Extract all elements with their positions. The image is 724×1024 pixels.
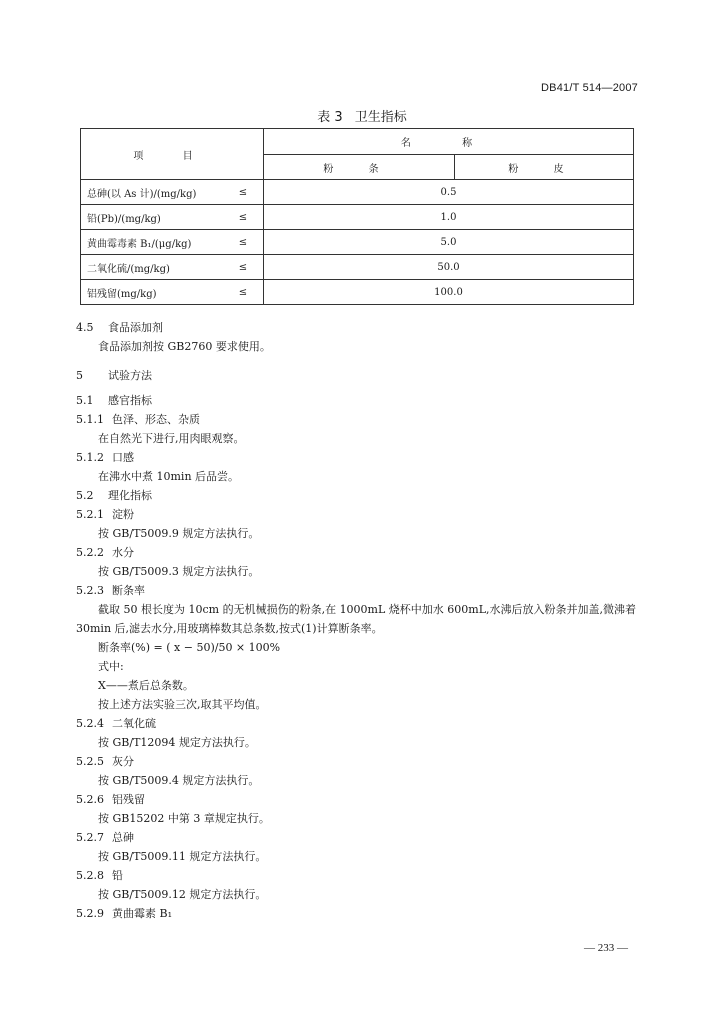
section-heading [76,790,636,809]
table-row [81,205,634,230]
page-number: — 233 — [584,942,628,954]
document-code: DB41/T 514—2007 [541,82,638,94]
section-heading [76,866,636,885]
section-heading [76,543,636,562]
section-number: 4.5 [76,321,94,334]
section-paragraph: 截取 50 根长度为 10cm 的无机械损伤的粉条,在 1000mL 烧杯中加水 600mL,水沸后放入粉条并加盖,微沸着 30min 后,滤去水分,用玻璃棒数其总条数,按式(1)计算断条率。 [76,603,637,635]
table-caption-title: 卫生指标 [354,110,407,125]
section-text: 在自然光下进行,用肉眼观察。 [98,432,245,445]
document-body [76,318,636,923]
formula-where: 式中: [98,660,124,673]
header-item: 项 目 [81,129,264,180]
section-number: 5.2 [76,489,94,502]
section-title: 试验方法 [108,369,152,382]
section-number: 5.2.3 [76,584,104,597]
row-item: 黄曲霉毒素 B₁/(μg/kg) [81,230,224,255]
section-text: 按上述方法实验三次,取其平均值。 [98,698,267,711]
row-value: 1.0 [264,205,634,230]
table-row [81,255,634,280]
section-text: 按 GB/T12094 规定方法执行。 [98,736,256,749]
section-number: 5.2.6 [76,793,104,806]
section-heading [76,581,636,600]
section-title: 淀粉 [112,508,134,521]
section-title: 色泽、形态、杂质 [112,413,200,426]
table-caption [0,106,724,125]
row-item: 总砷(以 As 计)/(mg/kg) [81,180,224,205]
section-number: 5.2.8 [76,869,104,882]
table-row [81,280,634,305]
section-title: 铅 [112,869,123,882]
section-number: 5.2.5 [76,755,104,768]
section-heading [76,486,636,505]
section-text: 按 GB/T5009.3 规定方法执行。 [98,565,260,578]
row-item: 铅(Pb)/(mg/kg) [81,205,224,230]
section-heading [76,828,636,847]
section-text: 按 GB/T5009.12 规定方法执行。 [98,888,267,901]
row-value: 100.0 [264,280,634,305]
section-heading [76,318,636,337]
section-heading [76,752,636,771]
section-text: 在沸水中煮 10min 后品尝。 [98,470,240,483]
header-sheet-jelly: 粉 皮 [455,155,634,180]
row-operator: ≤ [223,230,264,255]
section-number: 5.2.1 [76,508,104,521]
section-text: 食品添加剂按 GB2760 要求使用。 [98,340,271,353]
row-item: 二氧化硫/(mg/kg) [81,255,224,280]
section-title: 总砷 [112,831,134,844]
row-value: 5.0 [264,230,634,255]
section-title: 断条率 [112,584,145,597]
section-heading [76,448,636,467]
row-value: 0.5 [264,180,634,205]
row-operator: ≤ [223,205,264,230]
section-title: 黄曲霉素 B₁ [112,907,172,920]
section-text: 按 GB/T5009.9 规定方法执行。 [98,527,260,540]
section-number: 5.1.1 [76,413,104,426]
section-number: 5 [76,369,83,382]
row-value: 50.0 [264,255,634,280]
row-operator: ≤ [223,180,264,205]
section-text: 按 GB15202 中第 3 章规定执行。 [98,812,270,825]
section-title: 水分 [112,546,134,559]
section-text: 按 GB/T5009.4 规定方法执行。 [98,774,260,787]
table-row [81,230,634,255]
section-number: 5.1 [76,394,94,407]
header-name: 名 称 [264,129,634,155]
hygiene-indicator-table [80,128,634,305]
section-title: 铝残留 [112,793,145,806]
section-number: 5.2.2 [76,546,104,559]
section-title: 食品添加剂 [108,321,163,334]
section-heading [76,714,636,733]
section-heading [76,904,636,923]
header-vermicelli: 粉 条 [264,155,455,180]
section-title: 理化指标 [108,489,152,502]
section-number: 5.2.7 [76,831,104,844]
section-title: 灰分 [112,755,134,768]
section-title: 二氧化硫 [112,717,156,730]
section-title: 感官指标 [108,394,152,407]
table-header-row [81,129,634,155]
section-heading [76,505,636,524]
section-number: 5.2.4 [76,717,104,730]
table-caption-number: 表 3 [317,110,343,125]
section-heading [76,391,636,410]
row-item: 铝残留(mg/kg) [81,280,224,305]
section-text: 按 GB/T5009.11 规定方法执行。 [98,850,267,863]
section-title: 口感 [112,451,134,464]
row-operator: ≤ [223,280,264,305]
section-heading [76,410,636,429]
formula-variable: X——煮后总条数。 [98,679,194,692]
table-row [81,180,634,205]
section-number: 5.1.2 [76,451,104,464]
section-heading [76,366,636,385]
row-operator: ≤ [223,255,264,280]
section-number: 5.2.9 [76,907,104,920]
formula: 断条率(%) = ( x − 50)/50 × 100% [98,641,281,654]
